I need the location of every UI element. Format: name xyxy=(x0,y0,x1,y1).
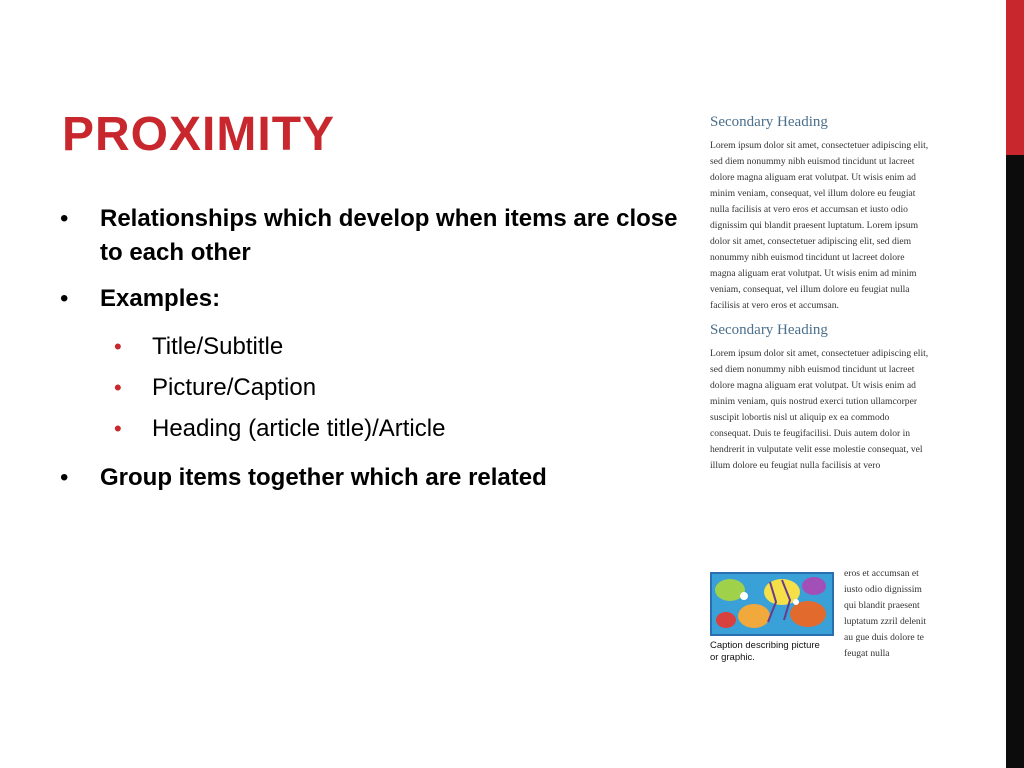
bullet-marker: • xyxy=(60,464,69,491)
sample-body-text: Lorem ipsum dolor sit amet, consectetuer adipiscing elit, sed diem nonummy nibh euismod tincidunt ut lacreet dolore magna aliguam erat volutpat. Ut wisis enim ad minim veniam, quis nostrud exerci tution ullamcorper suscipit lobortis nisl ut aliquip ex ea commodo consequat. Duis te feugifacilisi. Duis autem dolor in hendrerit in vulputate velit esse molestie consequat, vel illum dolore eu feugiat nulla facilisis at vero xyxy=(710,348,929,471)
sample-newspaper-page xyxy=(710,112,930,474)
sub-bullet-text: Heading (article title)/Article xyxy=(152,415,446,442)
sample-secondary-heading: Secondary Heading xyxy=(710,114,828,130)
bullet-list xyxy=(60,202,680,495)
sub-bullet-item xyxy=(100,367,680,408)
sample-secondary-heading: Secondary Heading xyxy=(710,322,828,338)
slide-title: PROXIMITY xyxy=(62,108,336,161)
sub-bullet-marker: • xyxy=(114,334,122,359)
sub-bullet-item xyxy=(100,326,680,367)
leaf-illustration-icon xyxy=(710,572,834,636)
bullet-text: Relationships which develop when items are close to each other xyxy=(100,205,678,266)
edge-dark-bar xyxy=(1006,155,1024,768)
sub-bullet-marker: • xyxy=(114,416,122,441)
bullet-item xyxy=(60,282,680,449)
bullet-text: Examples: xyxy=(100,285,221,312)
bullet-marker: • xyxy=(60,285,69,312)
sample-body-text: Lorem ipsum dolor sit amet, consectetuer adipiscing elit, sed diem nonummy nibh euismod tincidunt ut lacreet dolore magna aliguam erat volutpat. Ut wisis enim ad minim veniam, consequat, vel illum dolore eu feugiat nulla facilisis at vero eros et accumsan et iusto odio dignissim qui blandit praesent luptatum. Lorem ipsum dolor sit amet, consectetuer adipiscing elit, sed diem nonummy nibh euismod tincidunt ut lacreet dolore magna aliguam erat volutpat. Ut wisis enim ad minim veniam, consequat, vel illum dolore eu feugiat nulla facilisis at vero eros et accumsan. xyxy=(710,140,929,311)
sub-bullet-marker: • xyxy=(114,375,122,400)
sample-figure xyxy=(710,572,834,664)
sample-body-text-column: eros et accumsan et iusto odio dignissim qui blandit praesent luptatum zzril delenit au gue duis dolore te feugat nulla xyxy=(844,568,927,659)
sub-bullet-text: Title/Subtitle xyxy=(152,333,284,360)
bullet-item xyxy=(60,461,680,495)
edge-accent-bar xyxy=(1006,0,1024,155)
sub-bullet-item xyxy=(100,408,680,449)
bullet-item xyxy=(60,202,680,270)
sub-bullet-list xyxy=(100,326,680,449)
bullet-marker: • xyxy=(60,205,69,232)
sub-bullet-text: Picture/Caption xyxy=(152,374,317,401)
sample-caption: Caption describing picture or graphic. xyxy=(710,640,820,663)
bullet-text: Group items together which are related xyxy=(100,464,547,491)
